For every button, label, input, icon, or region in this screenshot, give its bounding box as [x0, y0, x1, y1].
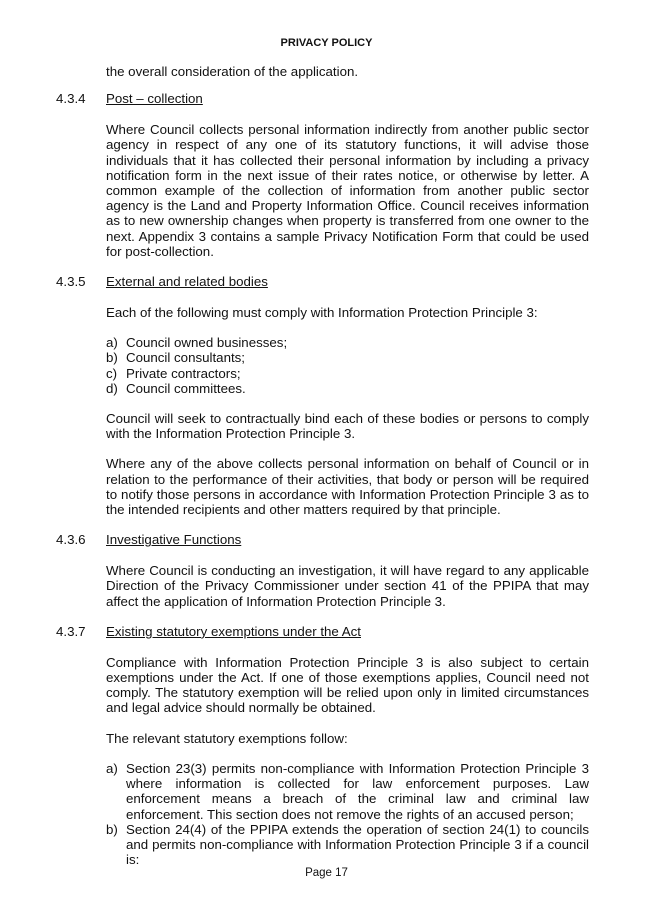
list-label: b) [106, 821, 118, 837]
section-title: Post – collection [106, 91, 203, 107]
paragraph: Compliance with Information Protection Principle 3 is also subject to certain exemptions under the Act. If one of those exemptions applies, Council need not comply. The statutory exemption will be relied upon only in limited circumstances and legal advice should normally be obtained. [106, 654, 589, 716]
paragraph: Where Council collects personal information indirectly from another public sector agency in respect of any one of its statutory functions, it will advise those individuals that it has collected their personal information by including a privacy notification form in the next issue of their rates notice, or otherwise by letter. A common example of the collection of information from another public sector agency is the Land and Property Information Office. Council receives information as to new ownership changes when property is transferred from one owner to the next. Appendix 3 contains a sample Privacy Notification Form that could be used for post-collection. [106, 122, 589, 259]
list-text: Section 24(4) of the PPIPA extends the operation of section 24(1) to councils and permits non-compliance with Information Protection Principle 3 if a council is: [126, 821, 589, 868]
section-number: 4.3.4 [56, 91, 86, 107]
paragraph: Where Council is conducting an investigation, it will have regard to any applicable Direction of the Privacy Commissioner under section 41 of the PPIPA that may affect the application of Information Protection Principle 3. [106, 563, 589, 609]
bodies-list [106, 335, 589, 396]
list-label: b) [106, 350, 118, 366]
section-title: Investigative Functions [106, 532, 242, 548]
list-label: c) [106, 365, 118, 381]
page-header-title: PRIVACY POLICY [280, 37, 373, 49]
section-4-3-5-heading [56, 274, 589, 290]
section-4-3-6-heading [56, 532, 589, 548]
section-number: 4.3.7 [56, 623, 86, 639]
section-title: External and related bodies [106, 274, 268, 290]
document-body [56, 64, 589, 867]
list-item [106, 381, 589, 396]
section-number: 4.3.6 [56, 532, 86, 548]
list-item [106, 335, 589, 350]
list-item [106, 366, 589, 381]
paragraph: The relevant statutory exemptions follow: [106, 730, 348, 746]
section-4-3-4-heading [56, 91, 589, 107]
section-4-3-7-heading [56, 624, 589, 640]
continuation-text: the overall consideration of the application. [106, 64, 359, 79]
paragraph: Where any of the above collects personal information on behalf of Council or in relation to the performance of their activities, that body or person will be required to notify those persons in accordance with Information Protection Principle 3 as to the intended recipients and other matters required by that principle. [106, 456, 589, 518]
list-item [106, 350, 589, 365]
list-text: Council committees. [126, 380, 246, 396]
paragraph: Council will seek to contractually bind each of these bodies or persons to comply with the Information Protection Principle 3. [106, 411, 589, 442]
page-number: Page 17 [305, 867, 348, 879]
list-text: Private contractors; [126, 365, 241, 381]
list-text: Council consultants; [126, 350, 245, 366]
list-item [106, 761, 589, 822]
list-label: d) [106, 380, 118, 396]
list-label: a) [106, 760, 118, 776]
list-label: a) [106, 335, 118, 351]
list-item [106, 822, 589, 868]
section-title: Existing statutory exemptions under the Act [106, 623, 361, 639]
list-text: Section 23(3) permits non-compliance with Information Protection Principle 3 where information is collected for law enforcement purposes. Law enforcement means a breach of the criminal law and criminal law enforcement. This section does not remove the rights of an accused person; [126, 760, 589, 822]
exemptions-list [106, 761, 589, 867]
paragraph: Each of the following must comply with Information Protection Principle 3: [106, 305, 538, 321]
list-text: Council owned businesses; [126, 335, 288, 351]
section-number: 4.3.5 [56, 274, 86, 290]
